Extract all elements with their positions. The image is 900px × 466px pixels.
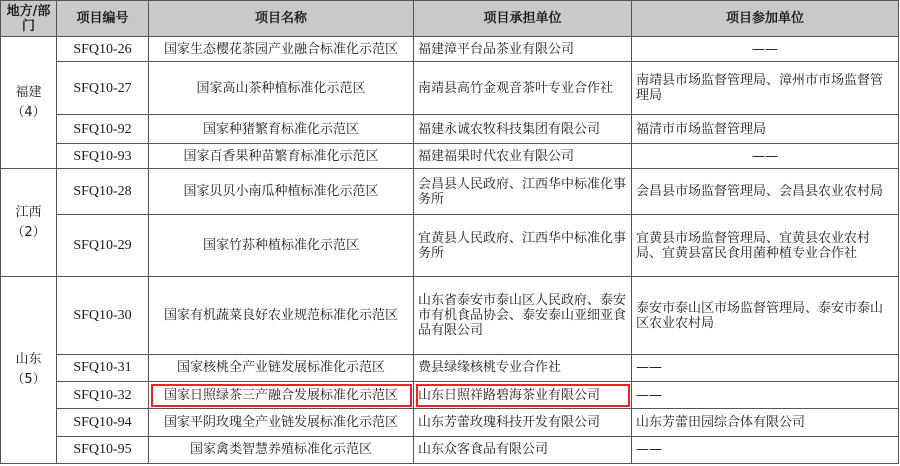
participants: —— [632,37,899,62]
project-code: SFQ10-31 [57,354,149,381]
project-name: 国家贝贝小南瓜种植标准化示范区 [149,169,414,215]
project-code: SFQ10-32 [57,382,149,409]
lead-unit: 福建永诚农牧科技集团有限公司 [414,114,632,144]
lead-unit: 费县绿缘核桃专业合作社 [414,354,632,381]
region-label: 山东 [15,352,42,368]
lead-unit-highlighted: 山东日照祥路碧海茶业有限公司 [414,382,632,409]
table-row [1,436,899,463]
participants: —— [632,144,899,169]
participants: —— [632,382,899,409]
table-row [1,382,899,409]
participants: —— [632,436,899,463]
lead-unit: 山东省泰安市泰山区人民政府、泰安市有机食品协会、泰安泰山亚细亚食品有限公司 [414,277,632,354]
table-row [1,354,899,381]
project-code: SFQ10-95 [57,436,149,463]
project-name: 国家核桃全产业链发展标准化示范区 [149,354,414,381]
header-region: 地方/部门 [1,1,57,37]
header-lead-unit: 项目承担单位 [414,1,632,37]
participants: 南靖县市场监督管理局、漳州市市场监督管理局 [632,62,899,114]
project-code: SFQ10-94 [57,409,149,436]
project-name: 国家百香果种苗繁育标准化示范区 [149,144,414,169]
project-code: SFQ10-30 [57,277,149,354]
participants: 泰安市泰山区市场监督管理局、泰安市泰山区农业农村局 [632,277,899,354]
header-participants: 项目参加单位 [632,1,899,37]
header-name: 项目名称 [149,1,414,37]
participants: 山东芳蕾田园综合体有限公司 [632,409,899,436]
project-code: SFQ10-28 [57,169,149,215]
header-code: 项目编号 [57,1,149,37]
table-row [1,114,899,144]
lead-unit: 山东芳蕾玫瑰科技开发有限公司 [414,409,632,436]
project-code: SFQ10-29 [57,214,149,277]
lead-unit: 南靖县高竹金观音茶叶专业合作社 [414,62,632,114]
project-name: 国家平阴玫瑰全产业链发展标准化示范区 [149,409,414,436]
table-row [1,214,899,277]
region-count: （2） [11,224,46,240]
table-row [1,277,899,354]
region-cell-jiangxi [1,169,57,277]
lead-unit: 福建福果时代农业有限公司 [414,144,632,169]
project-name: 国家生态樱花茶园产业融合标准化示范区 [149,37,414,62]
lead-unit: 福建漳平台品茶业有限公司 [414,37,632,62]
table-row [1,144,899,169]
region-cell-shandong [1,277,57,464]
region-count: （5） [11,372,46,388]
project-name: 国家种猪繁育标准化示范区 [149,114,414,144]
lead-unit: 会昌县人民政府、江西华中标准化事务所 [414,169,632,215]
lead-unit: 宜黄县人民政府、江西华中标准化事务所 [414,214,632,277]
table-row [1,62,899,114]
table-row [1,409,899,436]
project-code: SFQ10-27 [57,62,149,114]
participants: 福清市市场监督管理局 [632,114,899,144]
project-name: 国家禽类智慧养殖标准化示范区 [149,436,414,463]
region-label: 江西 [15,204,42,220]
table-row [1,169,899,215]
region-cell-fujian [1,37,57,169]
region-count: （4） [11,104,46,120]
region-label: 福建 [15,84,42,100]
participants: 会昌县市场监督管理局、会昌县农业农村局 [632,169,899,215]
project-code: SFQ10-93 [57,144,149,169]
lead-unit: 山东众客食品有限公司 [414,436,632,463]
project-code: SFQ10-92 [57,114,149,144]
participants: 宜黄县市场监督管理局、宜黄县农业农村局、宜黄县富民食用菌种植专业合作社 [632,214,899,277]
project-name: 国家高山茶种植标准化示范区 [149,62,414,114]
participants: —— [632,354,899,381]
table-row [1,37,899,62]
project-name: 国家有机蔬菜良好农业规范标准化示范区 [149,277,414,354]
project-name: 国家竹荪种植标准化示范区 [149,214,414,277]
header-row [1,1,899,37]
project-name-highlighted: 国家日照绿茶三产融合发展标准化示范区 [149,382,414,409]
project-code: SFQ10-26 [57,37,149,62]
